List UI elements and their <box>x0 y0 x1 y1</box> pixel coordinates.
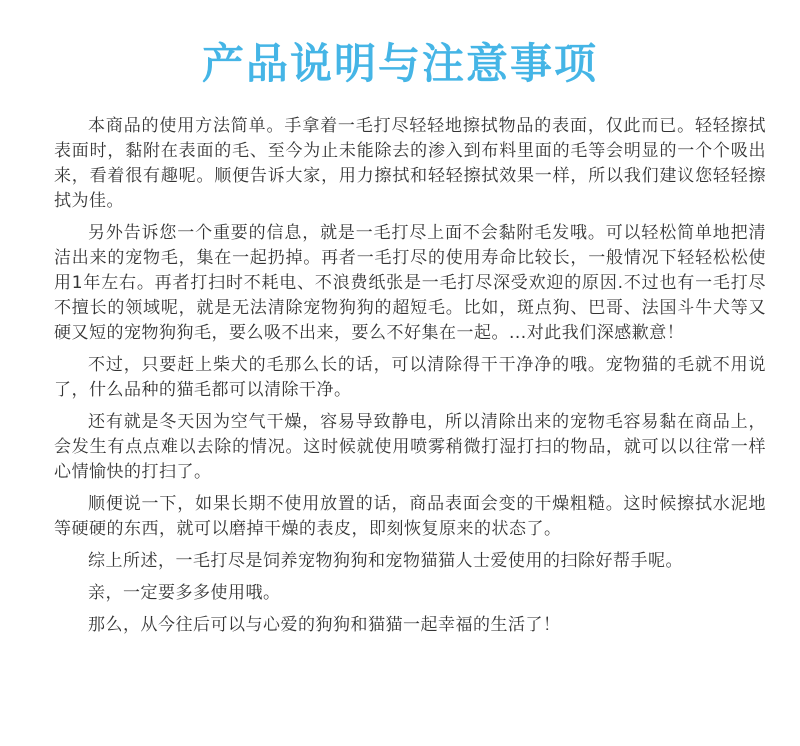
paragraph-static-winter: 还有就是冬天因为空气干燥，容易导致静电，所以清除出来的宠物毛容易黏在商品上，会发生有点点难以去除的情况。这时候就使用喷雾稍微打湿打扫的物品，就可以以往常一样心情愉快的打扫了。 <box>54 412 766 482</box>
paragraph-encourage: 亲，一定要多多使用哦。 <box>88 583 281 603</box>
page-title: 产品说明与注意事项 <box>201 39 598 88</box>
paragraph-important-info: 另外告诉您一个重要的信息，就是一毛打尽上面不会黏附毛发哦。可以轻松简单地把清洁出来的宠物毛，集在一起扔掉。再者一毛打尽的使用寿命比较长，一般情况下轻轻松松使用1年左右。再者打扫时不耗电、不浪费纸张是一毛打尽深受欢迎的原因.不过也有一毛打尽不擅长的领域呢，就是无法清除宠物狗狗的超短毛。比如，斑点狗、巴哥、法国斗牛犬等又硬又短的宠物狗狗毛，要么吸不出来，要么不好集在一起。...对此我们深感歉意！ <box>54 223 766 343</box>
paragraph-closing: 那么，从今往后可以与心爱的狗狗和猫猫一起幸福的生活了！ <box>88 615 561 635</box>
paragraph-summary: 综上所述，一毛打尽是饲养宠物狗狗和宠物猫猫人士爱使用的扫除好帮手呢。 <box>88 551 683 571</box>
notes-body <box>54 114 766 645</box>
paragraph-long-hair: 不过，只要赶上柴犬的毛那么长的话，可以清除得干干净净的哦。宠物猫的毛就不用说了，什么品种的猫毛都可以清除干净。 <box>54 355 766 400</box>
paragraph-storage: 顺便说一下，如果长期不使用放置的话，商品表面会变的干燥粗糙。这时候擦拭水泥地等硬硬的东西，就可以磨掉干燥的表皮，即刻恢复原来的状态了。 <box>54 494 766 539</box>
paragraph-usage: 本商品的使用方法简单。手拿着一毛打尽轻轻地擦拭物品的表面，仅此而已。轻轻擦拭表面时，黏附在表面的毛、至今为止未能除去的渗入到布料里面的毛等会明显的一个个吸出来，看着很有趣呢。顺便告诉大家，用力擦拭和轻轻擦拭效果一样，所以我们建议您轻轻擦拭为佳。 <box>54 116 766 211</box>
